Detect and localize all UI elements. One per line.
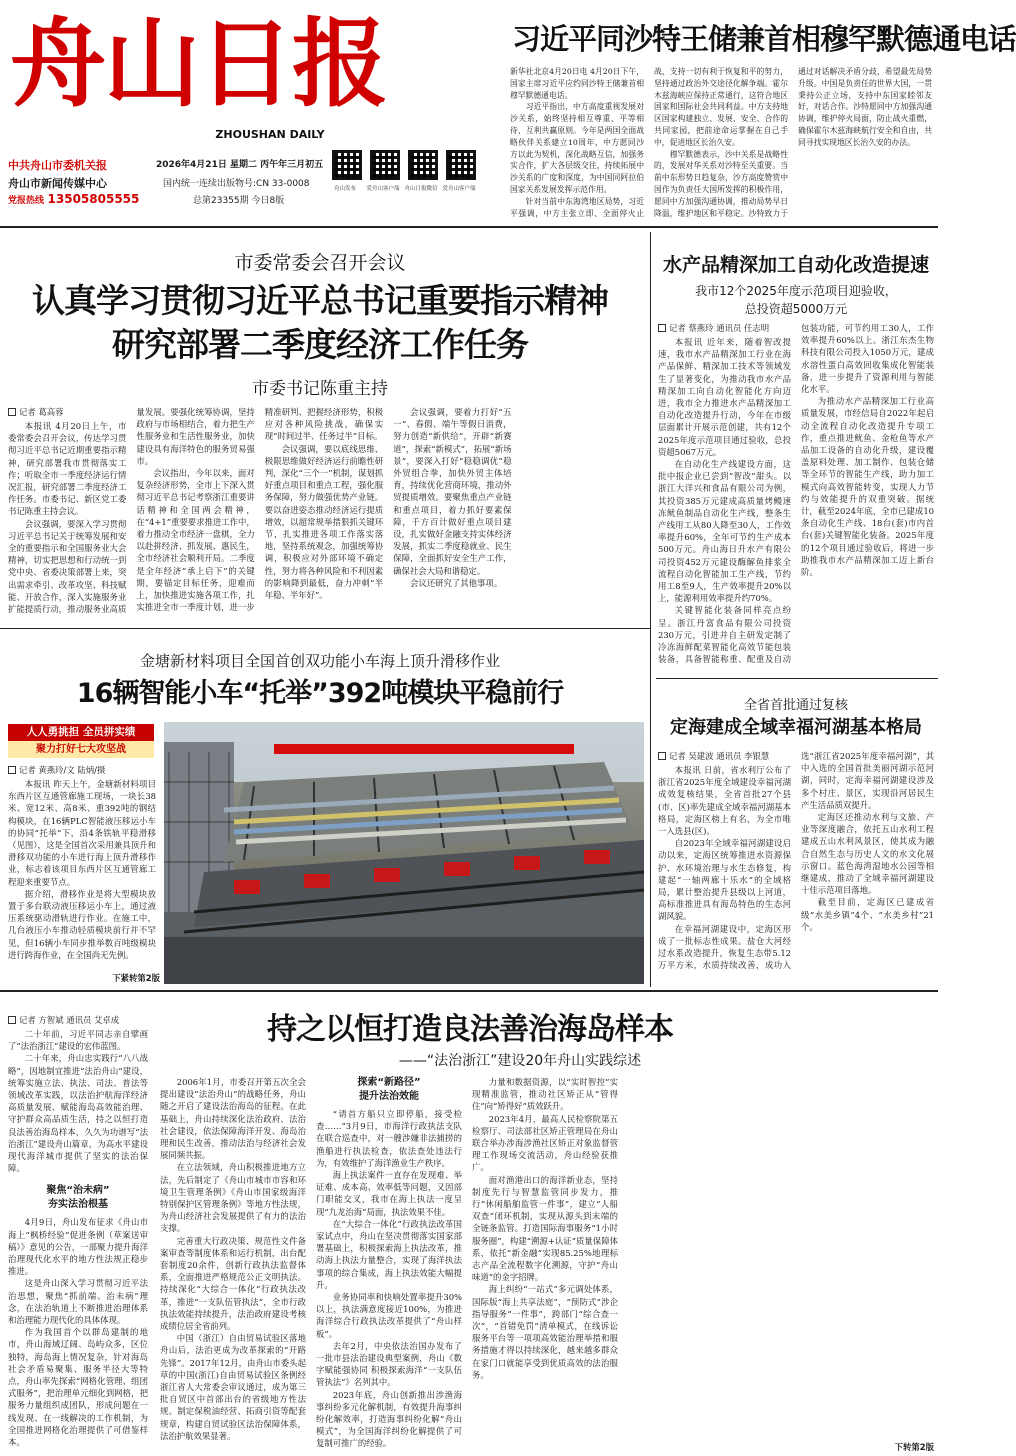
logo-pinyin: ZHOUSHAN DAILY xyxy=(215,128,325,141)
paragraph: 在自动化生产线建设方面，这批中报企业已尝到“智改”甜头。以浙江大洋兴和食品有限公司为例，其投资385万元建成高质量烤鳗速冻鱿鱼制品自动化生产线，整条生产线用工从80人降至30人，工作效率提升60%，全年可节约生产成本500万元。舟山海日升水产有限公司投资452万元建设酶解鱼排浆全流程自动化智能加工生产线，节约用工8至9人，生产效率提升20%以上，能源利用效率提升约70%。 xyxy=(658,459,791,604)
paragraph: “请首方船只立即停船，接受检查……”3月9日，市海洋行政执法支队在联合巡查中，对一艘涉嫌非法捕捞的渔船进行执法检查，依法查处违法行为，有效维护了海洋渔业生产秩序。 xyxy=(316,1109,462,1168)
issue-number: 总第23355期 今日8版 xyxy=(193,196,285,206)
section-heading: 聚焦“治未病” 夯实法治根基 xyxy=(46,1185,110,1211)
right-story-2-kicker: 全省首批通过复核 xyxy=(743,698,848,713)
byline: 记者 方智斌 通讯员 艾卓成 xyxy=(8,1014,148,1026)
paragraph: 会议还研究了其他事项。 xyxy=(409,577,503,588)
paragraph: 定海区还推动水利与文旅、产业等深度融合，依托五山水利工程建成五山水利风景区，使其成为融合自然生态与历史人文的水文化展示窗口。蓝色海湾湿地水公园等相继建成，推动了全域幸福河湖建设十佳示范项目落地。 xyxy=(801,812,934,896)
right-story-1-title: 水产品精深加工自动化改造提速 xyxy=(662,254,929,276)
paragraph: 穆罕默德表示，沙中关系是战略性的，发展对华关系对沙特至关重要。当前中东形势日趋复杂，沙方高度赞赏中国作为负责任大国所发挥的积极作用，愿同中方加强沟通协调，推动局势早日降温，维护地区和平稳定。沙特致力于通过对话解决矛盾分歧，希望最先局势升级。中国是负责任的世界大国，一贯秉持公正立场，支持中东国家睦邻友好，对话合作。沙特愿同中方加强沟通协调，维护停火局面，防止战火重燃，确保霍尔木兹海峡航行安全和自由，共同寻找实现地区长治久安的办法。 xyxy=(654,67,932,218)
bottom-story-col-1 xyxy=(8,1014,148,1454)
top-story-body xyxy=(510,66,932,224)
paragraph: 本报讯 4月20日上午，市委常委会召开会议，传达学习贯彻习近平总书记近期重要指示精神，研究部署我市贯彻落实工作；听取全市一季度经济运行情况汇报，研究部署二季度经济工作任务。市委书记、新区党工委书记陈重主持会议。 xyxy=(8,421,127,517)
qr-caption: 爱舟山客户端 xyxy=(442,186,476,192)
paragraph: 作为我国首个以群岛建制的地市，舟山海域辽阔、岛屿众多，区位独特，海岛海上情况复杂，针对海岛社会矛盾易聚集、服务半径大等特点，舟山率先探索“网格化管理、组团式服务”，把治理单元细化到网格，把服务力量组织成团队，形成问题在一线发现、在一线解决的工作机制，为全国推进网格化治理提供了可借鉴样本。 xyxy=(8,1327,148,1448)
qr-caption: 舟山发布 xyxy=(333,186,356,192)
paragraph: 在立法领域，舟山积极推进地方立法，先后制定了《舟山市城市市容和环境卫生管理条例》《舟山市国家级海洋特别保护区管理条例》等地方性法规，为舟山经济社会发展提供了有力的法治支撑。 xyxy=(160,1162,306,1234)
qr-caption: 舟山日报微信 xyxy=(404,186,438,192)
sponsor-media: 舟山市新闻传媒中心 xyxy=(8,177,107,190)
main-story-kicker: 市委常委会召开会议 xyxy=(234,252,406,274)
divider xyxy=(656,678,938,679)
news-photo xyxy=(164,722,644,984)
paragraph: 本报讯 日前，省水利厅公布了浙江省2025年度全域建设幸福河湖成效复核结果，全省首批27个县(市、区)率先建成全域幸福河湖基本格局，定海区榜上有名，为全市唯一入选县(区)。 xyxy=(658,765,791,837)
paragraph: 2006年1月，市委召开第五次全会提出建设“法治舟山”的战略任务，舟山随之开启了建设法治海岛的征程。在此基础上，舟山持续深化法治政府、法治社会建设，依法保障海洋开发、海岛治理和民生改善，推动法治与经济社会发展同频共振。 xyxy=(160,1077,306,1161)
top-story-title: 习近平同沙特王储兼首相穆罕默德通电话 xyxy=(512,22,1016,56)
masthead xyxy=(0,0,500,210)
right-story-2-body xyxy=(658,750,934,982)
qr-code[interactable] xyxy=(408,150,438,180)
paragraph: 习近平指出，中方高度重视发展对沙关系，始终坚持相互尊重、平等相待、互利共赢原则。今年是两国全面战略伙伴关系建立10周年，中方愿同沙方以此为契机，深化战略互信，加强务实合作，扩大各层级交往，持续拓展中沙关系的广度和深度，为中国同阿拉伯国家关系发展发挥示范作用。 xyxy=(510,102,644,194)
paragraph: 二十年前，习近平同志亲自擘画了“法治浙江”建设的宏伟蓝图。 xyxy=(8,1029,148,1052)
paragraph: 在幸福河湖建设中，定海区形成了一批标志性成果。盐仓大河经过水系改造提升，恢复生态带5.12万平方米，水质持续改善，成功入选“浙江省2025年度幸福河湖”，其中入选的全国首批美丽河湖示范河湖，同时，定海幸福河湖建设涉及多个村庄、景区，实现沿河居民生产生活品质双提升。 xyxy=(658,751,934,971)
paragraph: 在“大综合一体化”行政执法改革国家试点中，舟山在坚决贯彻落实国家部署基础上，积极探索海上执法改革，推动海上执法力量整合，实现了海洋执法事项的综合集成，海上执法效能大幅提升。 xyxy=(316,1218,462,1290)
badge-line-2: 聚力打好七大攻坚战 xyxy=(8,741,154,758)
paragraph: 新华社北京4月20日电 4月20日下午，国家主席习近平应约同沙特王储兼首相穆罕默德通电话。 xyxy=(510,67,644,100)
paragraph: 完善重大行政决策、规范性文件备案审查等制度体系和运行机制，出台配套制度20余件，创新行政执法监督体系，全面推进严格规范公正文明执法。持续深化“大综合一体化”行政执法改革，推进“一支队伍管执法”，全市行政执法效能持续提升，法治政府建设考核成绩位居全省前列。 xyxy=(160,1235,306,1332)
hotline-number: 13505805555 xyxy=(47,192,140,206)
bottom-story-cols-main xyxy=(160,1076,930,1454)
paragraph: 海上执法案件一直存在发现难、举证难、成本高、效率低等问题，又因部门职能交叉，我市在海上执法一度呈现“九龙治海”局面，执法效果不佳。 xyxy=(316,1170,462,1217)
hotline-label: 党报热线 xyxy=(8,196,45,206)
paragraph: 会议指出，今年以来，面对复杂经济形势，全市上下深入贯彻习近平总书记考察浙江重要讲话精神和全国两会精神，在“4+1”重要要求推进工作中，着力推动全市经济一盘棋，全力以赴拼经济、抓发展、惠民生，全市经济社会顺利开局。二季度是全年经济“承上启下”的关键期，要锚定目标任务，迎难而上，加快推进实施各项工作，扎实推进全市一季度计划，进一步精准研判、把握经济形势，积极应对各种风险挑战，确保实现“时间过半、任务过半”目标。 xyxy=(136,407,384,613)
right-story-1-sub-1: 我市12个2025年度示范项目迎验收， xyxy=(695,284,897,298)
right-story-1-body xyxy=(658,322,934,668)
paragraph: 这是舟山深入学习贯彻习近平法治思想，聚焦“抓前端、治未病”理念，在法治轨道上不断推进治理体系和治理能力现代化的具体体现。 xyxy=(8,1278,148,1326)
paragraph: 截至目前，定海区已建成省级“水美乡镇”4个、“水美乡村”21个。 xyxy=(801,897,934,932)
photo-story-body xyxy=(8,764,156,986)
paragraph: 去年2月，中央依法治国办发布了一批市县法治建设典型案例，舟山《数字赋能强协同 积极探索海洋“一支队伍管执法”》名列其中。 xyxy=(316,1340,462,1388)
bottom-story-title: 持之以恒打造良法善治海岛样本 xyxy=(267,1012,673,1047)
bottom-story-sub: ——“法治浙江”建设20年舟山实践综述 xyxy=(398,1053,642,1069)
paragraph: 本报讯 昨天上午，金塘新材料项目东西片区互通管廊施工现场，一块长38米、宽12米、高8米、重392吨的钢结构模块，在16辆PLC智能液压移运小车的协同“托举”下，沿4条铁轨平稳滑移（见图），这是全国首次采用兼具顶升和滑移双功能的小车进行海上顶升滑移作业，标志着该项目东西片区互通管廊工程迎来重要节点。 xyxy=(8,779,156,887)
paragraph: 关键智能化装备同样亮点纷呈。浙江丹富食品有限公司投资230万元，引进并自主研发定制了冷冻海鲜配菜智能化高效节能包装装备，具备智能称重、配重及自动包装功能，可节约用工30人，工作效率提升60%以上。浙江东杰生物科技有限公司投入1050万元，建成水溶性蛋白高效回收集成化智能装备，进一步提升了资源利用与智能化水平。 xyxy=(658,323,934,665)
continue-link[interactable]: 下紧转第2版 xyxy=(90,972,160,984)
paragraph: 会议强调，要深入学习贯彻习近平总书记关于统筹发展和安全的重要指示和全国服务业大会精神，切实把思想和行动统一到党中央、省委决策部署上来，突出需求牵引、改革攻坚、科技赋能、开放合作，深入实施服务业扩能提质行动，推动服务业高质量发展。要强化统筹协调，坚持政府与市场相结合，着力把生产性服务业和生活性服务业，加快建设具有海洋特色的服务贸易强市。 xyxy=(8,407,255,615)
continue-link[interactable]: 下转第2版 xyxy=(860,1441,934,1453)
paragraph: 会议强调，要以底线思维、极限思维做好经济运行前瞻性研判，深化“三个一”机制，谋划抓好重点项目和重点工程，强化服务保障，努力做强优势产业链。要以奋进姿态推动经济运行提质增效，以超常规举措狠抓关键环节，扎实推进各项工作落实落地，坚持系统观念，加强统筹协调，积极应对外部环境不确定性，努力将各种风险和不利因素的影响降到最低，奋力冲刺“半年稳、半年好”。 xyxy=(264,443,384,601)
photo-story-title: 16辆智能小车“托举”392吨模块平稳前行 xyxy=(76,678,564,709)
newspaper-logo: 舟山日报 xyxy=(10,7,386,120)
paragraph: 力量和数据资源，以“实时智控”实现精准监管，推动社区矫正从“管得住”向“矫得好”质效跃升。 xyxy=(472,1077,618,1112)
photo-story-kicker: 金塘新材料项目全国首创双功能小车海上顶升滑移作业 xyxy=(139,652,500,670)
paragraph: 二十年来，舟山忠实践行“八八战略”，因地制宜推进“法治舟山”建设，统筹实施立法、执法、司法、普法等领域改革实践，以法治护航海洋经济高质量发展、赋能海岛高效能治理、守护群众高品质生活，持之以恒打造良法善治海岛样本，久久为功谱写“法治浙江”建设舟山篇章，为高水平建设现代海洋城市提供了坚实的法治保障。 xyxy=(8,1053,148,1174)
paragraph: 为推动水产品精深加工行业高质量发展，市经信局自2022年起启动全流程自动化改造提升专项工作，重点推进鱿鱼、金枪鱼等水产品加工设备的自动化升级，建设覆盖原料处理、加工制作、包装仓储等全环节的智能生产线，助力加工模式向高效智能转变，实现人力节约与效能提升的双重突破。据统计，截至2024年底，全市已建成10条自动化生产线、18台(套)市内首台(套)关键智能化装备。2025年度的12个项目通过验收后，将进一步助推我市水产品精深加工迈上新台阶。 xyxy=(801,396,934,578)
divider xyxy=(650,232,651,987)
section-heading: 探索“新路径” 提升法治效能 xyxy=(357,1077,421,1102)
paragraph: 面对渔港出口的海洋新业态，坚持制度先行与智慧监管同步发力，推行“休闲船舶监管一件事”，建立“人船双查”闭环机制，实现从源头到末端的全链条监管。打造国际海事服务“1小时服务圈”，构建“溯源+认证”质量保障体系，依托“新金融”实现85.25%地理标志产品全流程数字化溯源，守护“舟山味道”的金字招牌。 xyxy=(472,1174,618,1283)
divider xyxy=(0,990,938,992)
byline: 记者 吴建波 通讯员 李银慧 xyxy=(658,750,791,762)
right-story-2-title: 定海建成全域幸福河湖基本格局 xyxy=(670,717,922,738)
issue-date: 2026年4月21日 星期二 丙午年三月初五 xyxy=(156,160,324,170)
divider xyxy=(0,628,650,629)
paragraph: 4月9日，舟山发布征求《舟山市海上“枫桥经验”促进条例（草案送审稿）》意见的公告，一部聚力提升海洋治理现代化水平的地方性法规正稳步推进。 xyxy=(8,1217,148,1277)
paragraph: 据介绍，滑移作业是将大型模块放置于多台联动液压移运小车上，通过液压系统驱动滑轨进行作业。在施工中，几台液压小车推动轻质模块前行并不罕见，但16辆小车同步推举数百吨级模块进行跨海作业，在全国尚无先例。 xyxy=(8,888,156,960)
main-story-title-2: 研究部署二季度经济工作任务 xyxy=(112,325,528,364)
badge-line-1: 人人勇挑担 全员拼实绩 xyxy=(26,726,136,738)
paragraph: 会议强调，要着力打好“五一”、春假、端午等假日消费，努力创造“新供给”，开辟“新赛道”，探索“新模式”，拓展“新场景”，要深入打好“稳稳调优”稳外贸组合拳，加快外贸主体培育，持续优化营商环境，推动外贸提质增效。要聚焦重点产业链和重点项目，着力抓好要素保障，千方百计做好重点项目建设，扎实做好金融支持实体经济发展，抓实二季度稳就业、民生保障，全面抓好安全生产工作，确保社会大局和谐稳定。 xyxy=(393,407,512,576)
byline: 记者 黄燕玲/文 陆炳/摄 xyxy=(8,764,156,776)
main-story-sub: 市委书记陈重主持 xyxy=(252,379,388,399)
qr-group xyxy=(330,150,500,210)
qr-caption: 爱舟山客户端 xyxy=(366,186,400,192)
sponsor-party: 中共舟山市委机关报 xyxy=(8,159,107,172)
divider xyxy=(0,226,938,228)
byline: 记者 蔡燕玲 通讯员 任志明 xyxy=(658,322,791,334)
photo-story-badge xyxy=(8,724,154,758)
paragraph: 2023年底，舟山创新推出涉渔海事纠纷多元化解机制，有效提升海事纠纷化解效率，打造海事纠纷化解“舟山模式”，为全国海洋纠纷化解提供了可复制可推广的经验。 xyxy=(316,1389,462,1449)
paragraph: 本报讯 近年来，随着智改提速，我市水产品精深加工行业在海产品保鲜、精深加工技术等领域发生了显著变化，为推动我市水产品精深加工向自动化智能化方向迈进，我市全力推进水产品精深加工自动化改造提升行动，今年在市级层面累计开展示范创建，共有12个2025年度示范项目通过验收，总投资超5067万元。 xyxy=(658,337,791,457)
hotline xyxy=(8,192,158,206)
paragraph: 中国（浙江）自由贸易试验区落地舟山后，法治更成为改革探索的“开路先锋”。2017年12月，由舟山市委头起草的中国(浙江)自由贸易试验区条例经浙江省人大常委会审议通过，成为第三批自贸区中首部出台的省级地方性法规。制定保税油经营、拓商引资等配套规章，构建自贸试验区法治保障体系，法治护航效果显著。 xyxy=(160,1333,306,1441)
right-story-1-sub-2: 总投资超5000万元 xyxy=(744,302,848,316)
qr-code[interactable] xyxy=(446,150,476,180)
paragraph: 2023年4月，最高人民检察院第五检察厅、司法部社区矫正管理局在舟山联合举办涉海涉渔社区矫正对象监督管理工作现场交流活动，舟山经验获推广。 xyxy=(472,1113,618,1173)
paragraph: 业务协同率和快响处置率提升30%以上，执法满意度接近100%，为推进海洋综合行政执法改革提供了“舟山样板”。 xyxy=(316,1292,462,1339)
paragraph: 自2023年全域幸福河湖建设启动以来，定海区统筹推进水资源保护、水环境治理与水生态修复，构建起“一轴两廊十乐水”的全域格局，累计整治提升县级以上河道，高标准推进具有海岛特色的生态河湖风貌。 xyxy=(658,838,791,922)
paragraph: 针对当前中东海湾地区局势，习近平强调，中方主张立即、全面停火止战，支持一切有利于恢复和平的努力，坚持通过政治外交途径化解争端。霍尔木兹海峡应保持正常通行，这符合地区国家和国际社会共同利益。中方支持地区国家构建独立、发展、安全、合作的共同家园，把前途命运掌握在自己手中，促进地区长治久安。 xyxy=(510,67,788,218)
issue-cn: 国内统一连续出版物号:CN 33-0008 xyxy=(163,179,310,189)
qr-code[interactable] xyxy=(332,150,362,180)
main-story-body xyxy=(8,406,640,622)
paragraph: 海上纠纷“一站式”多元调处体系，国际版“海上共享法庭”，“预防式”涉企指导服务“一件事”，跨部门“综合查一次”，“首错免罚”清单模式，在线诉讼服务平台等一项项高效能治理举措和服务措施才得以持续深化，越来越多群众在家门口就能享受到优质高效的法治服务。 xyxy=(472,1284,618,1380)
byline: 记者 葛高蓉 xyxy=(8,406,126,418)
main-story-title-1: 认真学习贯彻习近平总书记重要指示精神 xyxy=(32,281,608,320)
qr-code[interactable] xyxy=(370,150,400,180)
